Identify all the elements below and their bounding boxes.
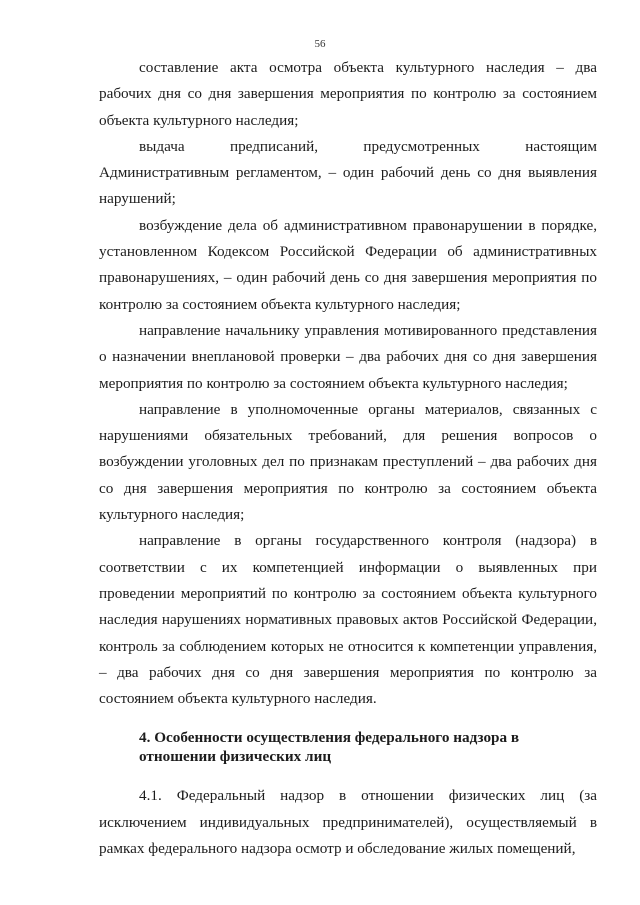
paragraph-4-1: 4.1. Федеральный надзор в отношении физических лиц (за исключением индивидуальных предпринимателей), осуществляемый в рамках федерального надзора осмотр и обследование жилых помещений, [99, 787, 597, 858]
paragraph-unscheduled-inspection: направление начальнику управления мотивированного представления о назначении внеплановой проверки – два рабочих дня со дня завершения мероприятия по контролю за состоянием объекта культурного наследия; [99, 321, 597, 392]
paragraph-inspection-act: составление акта осмотра объекта культурного наследия – два рабочих дня со дня завершения мероприятия по контролю за состоянием объекта культурного наследия; [99, 59, 597, 129]
page-number: 56 [314, 38, 326, 50]
paragraph-supervisory-bodies: направление в органы государственного контроля (надзора) в соответствии с их компетенцией информации о выявленных при проведении мероприятий по контролю за состоянием объекта культурного наследия нарушениях нормативных правовых актов Российской Федерации, контроль за соблюдением которых не относится к компетенции управления, – два рабочих дня со дня завершения мероприятия по контролю за состоянием объекта культурного наследия. [99, 532, 597, 708]
section-heading: 4. Особенности осуществления федерального надзора в отношении физических лиц [139, 729, 520, 766]
paragraph-orders: выдача предписаний, предусмотренных настоящим Административным регламентом, – один рабочий день со дня выявления нарушений; [99, 137, 597, 208]
paragraph-criminal-materials: направление в уполномоченные органы материалов, связанных с нарушениями обязательных требований, для решения вопросов о возбуждении уголовных дел по признакам преступлений – два рабочих дня со дня завершения мероприятия по контролю за состоянием объекта культурного наследия; [99, 400, 597, 524]
paragraph-administrative-case: возбуждение дела об административном правонарушении в порядке, установленном Кодексом Российской Федерации об административных правонарушениях, – один рабочий день со дня завершения мероприятия по контролю за состоянием объекта культурного наследия; [99, 216, 597, 313]
document-body [99, 55, 597, 862]
